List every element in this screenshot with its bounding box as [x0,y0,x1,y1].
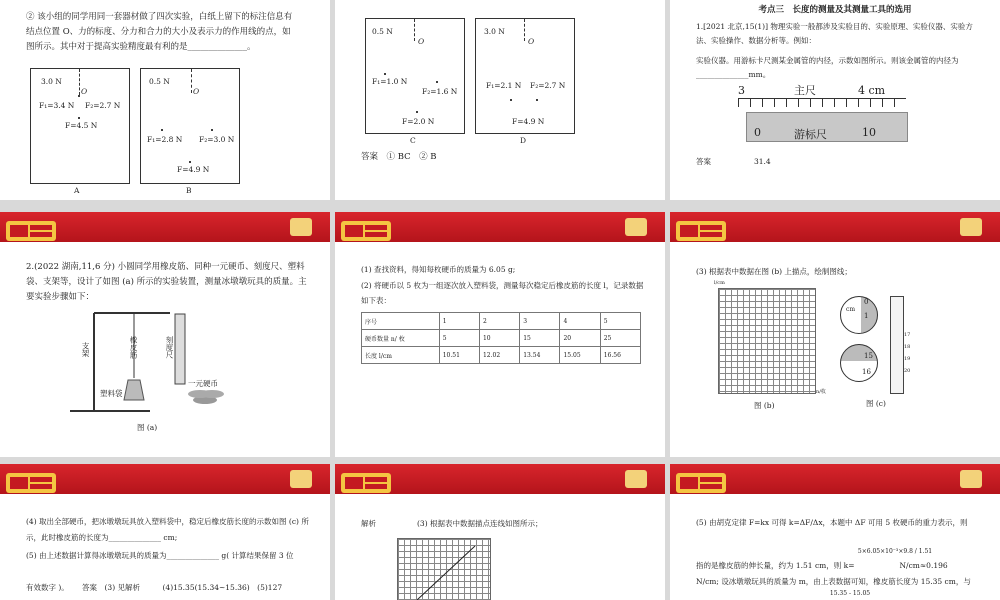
answer-label: 答案 [696,157,711,166]
badge-icon [290,218,312,236]
f2-label: F₂=3.0 N [199,135,235,144]
caliper-main-label: 主尺 [794,84,816,97]
stand-label: 支架 [81,342,90,357]
badge-icon [625,470,647,488]
vernier-label: 游标尺 [794,128,827,141]
f-label: F=2.0 N [402,117,435,126]
diagram-panel-d [475,18,575,134]
f2-label: F₂=2.7 N [85,101,121,110]
f2-label: F₂=2.7 N [530,81,566,90]
magnifier-bottom [840,344,878,382]
figure-caption-b: 图 (b) [754,401,775,410]
table-row: 硬币数量 n/ 枚 5 10 15 20 25 [362,330,641,347]
question-text: ② 该小组的同学用同一套器材做了四次实验，白纸上留下的标注信息有结点位置 O、力的标度、分力和合力的大小及表示力的作用线的点，如图所示。其中对于提高实验精度最有利的是______________。 [26,12,293,52]
band-label: 橡皮筋 [129,336,138,359]
data-table [361,312,641,364]
force-point [189,161,191,163]
step-3-text: (3) 根据表中数据在图 (b) 上描点，绘制图线； [696,267,852,276]
scale-label: 3.0 N [484,27,505,36]
f2-label: F₂=1.6 N [422,87,458,96]
slide-thumbnail-3[interactable] [670,0,1000,200]
force-point [384,73,386,75]
force-point [536,99,538,101]
question-text: 1.[2021 北京,15(1)] 物理实验一般都涉及实验目的、实验原理、实验仪器、实验方法、实验操作、数据分析等。例如： [696,22,973,45]
ruler-tick: 1 [864,312,869,320]
apparatus-diagram [60,308,240,418]
slide-thumbnail-6[interactable] [670,212,1000,457]
main-scale-bar [738,98,906,113]
f1-label: F₁=2.8 N [147,135,183,144]
ruler-tick: 18 [904,344,911,350]
ruler-strip [890,296,904,394]
table-row: 序号 1 2 3 4 5 [362,313,641,330]
magnifier-top [840,296,878,334]
step-2-text: (2) 将硬币以 5 枚为一组逐次放入塑料袋，测量每次稳定后橡皮筋的长度 l，记录数据如下表： [361,281,644,305]
panel-caption: D [520,136,527,145]
ruler-tick: 19 [904,356,911,362]
answer-value: 31.4 [754,157,771,166]
f1-label: F₁=3.4 N [39,101,75,110]
explanation-line-4: N/cm; 设冰墩墩玩具的质量为 m，由上表数据可知，橡皮筋长度为 15.35 cm，与 [696,577,971,586]
point-o-label: O [418,37,425,46]
diagram-panel-a [30,68,130,184]
slide-thumbnail-8[interactable] [335,464,665,600]
diagram-panel-b [140,68,240,184]
vernier-mark-0: 0 [754,126,761,139]
badge-icon [960,470,982,488]
answer-text: 答案 ① BC ② B [361,152,437,162]
force-point [510,99,512,101]
point-o-label: O [528,37,535,46]
answer-suffix: 有效数字 )。 [26,583,69,592]
ruler-unit: cm [846,306,856,313]
vernier-mark-10: 10 [862,126,876,139]
caliper-mark-4: 4 cm [858,84,886,97]
point-o-label: O [193,87,200,96]
panel-caption: A [74,186,80,195]
step-4-text: (4) 取出全部硬币，把冰墩墩玩具放入塑料袋中，稳定后橡皮筋长度的示数如图 (c) 所示，此时橡皮筋的长度为______________ cm; [26,517,309,542]
force-line [414,19,415,41]
f-label: F=4.5 N [65,121,98,130]
force-point [211,129,213,131]
ruler-tick: 20 [904,368,911,374]
slide-banner [335,212,665,242]
slide-thumbnail-7[interactable] [0,464,330,600]
slide-thumbnail-9[interactable] [670,464,1000,600]
slide-banner [670,212,1000,242]
force-point [78,95,80,97]
publisher-logo-icon [676,215,728,245]
force-point [436,81,438,83]
figure-caption-c: 图 (c) [866,399,886,408]
question-text-2: 实验仪器。用游标卡尺测某金属管的内径，示数如图所示。则该金属管的内径为______________mm。 [696,56,959,79]
vernier-caliper [738,84,908,146]
force-point [416,111,418,113]
graph-x-label: n/枚 [816,389,826,395]
badge-icon [960,218,982,236]
slide-banner [0,212,330,242]
scale-label: 3.0 N [41,77,62,86]
publisher-logo-icon [6,467,58,497]
explanation-line-3: 指的是橡皮筋的伸长量，约为 1.51 cm，则 k= N/cm≈0.196 [696,561,948,570]
slide-thumbnail-2[interactable] [335,0,665,200]
force-line [191,69,192,93]
slide-banner [335,464,665,494]
publisher-logo-icon [341,215,393,245]
badge-icon [290,470,312,488]
f1-label: F₁=2.1 N [486,81,522,90]
explanation-line-1: (5) 由胡克定律 F=kx 可得 k=ΔF/Δx，本题中 ΔF 可用 5 枚硬币的重力表示，则 [696,518,968,527]
slide-banner [0,464,330,494]
f-label: F=4.9 N [177,165,210,174]
panel-caption: B [186,186,192,195]
blank-graph-b [718,288,816,394]
bag-label: 塑料袋 [100,389,123,398]
section-heading: 考点三 长度的测量及其测量工具的选用 [758,5,912,15]
force-line [524,19,525,41]
ruler-tick: 17 [904,332,911,338]
analysis-text: (3) 根据表中数据描点连线如图所示； [417,519,543,528]
formula-fraction: 5×6.05×10⁻³×9.8 / 1.51 [857,548,933,555]
answer-text: 答案 (3) 见解析 (4)15.35(15.34~15.36) (5)127 [82,583,283,592]
badge-icon [625,218,647,236]
coin-label: 一元硬币 [188,379,218,388]
scale-label: 0.5 N [149,77,170,86]
ruler-tick: 16 [862,368,871,376]
formula-denominator: 15.35 - 15.05 [829,590,871,597]
caliper-mark-3: 3 [738,84,745,97]
ruler-label: 刻度尺 [165,336,174,359]
publisher-logo-icon [6,215,58,245]
point-o-label: O [81,87,88,96]
step-1-text: (1) 查找资料，得知每枚硬币的质量为 6.05 g; [361,265,516,274]
force-line [79,69,80,95]
ruler-magnifier-diagram [840,296,910,396]
ruler-tick: 15 [864,352,873,360]
question-text: 2.(2022 湖南,11,6 分) 小圆同学用橡皮筋、同种一元硬币、刻度尺、塑料袋、支架等，设计了如图 (a) 所示的实验装置，测量冰墩墩玩具的质量。主要实验步骤如下： [26,262,307,302]
graph-y-label: l/cm [714,280,725,286]
ruler-tick: 0 [864,298,869,306]
f-label: F=4.9 N [512,117,545,126]
force-point [78,117,80,119]
step-5-text: (5) 由上述数据计算得冰墩墩玩具的质量为______________ g( 计算结果保留 3 位 [26,551,294,560]
fitted-line [397,538,489,600]
slide-thumbnail-1[interactable] [0,0,330,200]
vernier-scale-bar [746,112,908,142]
figure-caption: 图 (a) [137,423,158,432]
f1-label: F₁=1.0 N [372,77,408,86]
scale-label: 0.5 N [372,27,393,36]
panel-caption: C [410,136,416,145]
publisher-logo-icon [341,467,393,497]
slide-thumbnail-5[interactable] [335,212,665,457]
slide-banner [670,464,1000,494]
force-point [161,129,163,131]
diagram-panel-c [365,18,465,134]
table-row: 长度 l/cm 10.51 12.02 13.54 15.05 16.56 [362,347,641,364]
analysis-label: 解析 [361,519,376,528]
slide-thumbnail-4[interactable] [0,212,330,457]
publisher-logo-icon [676,467,728,497]
